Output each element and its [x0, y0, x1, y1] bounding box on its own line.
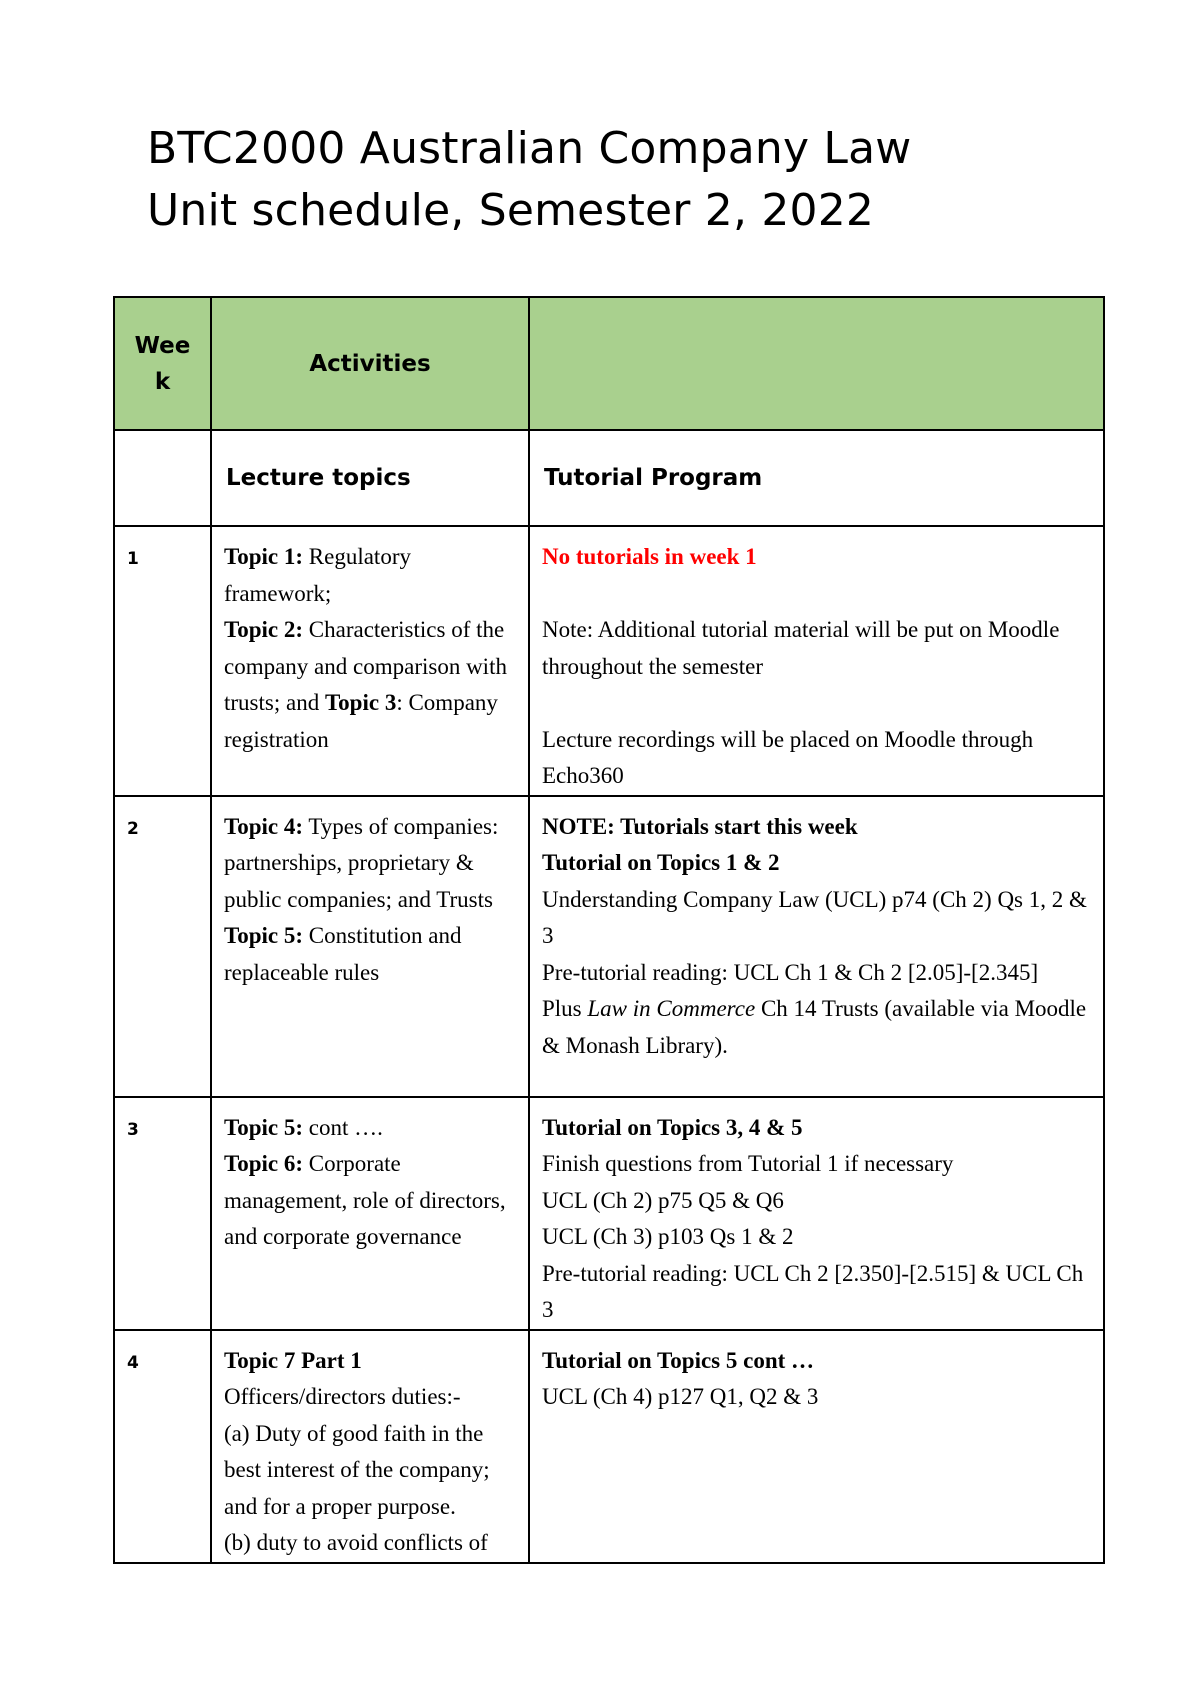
subheader-lecture-cell: [211, 430, 529, 526]
header-blank-cell: [529, 297, 1104, 430]
topic-text: Regulatory framework;: [224, 544, 411, 606]
week-cell: [114, 796, 211, 1097]
subheader-tutorial-cell: [529, 430, 1104, 526]
recordings-note: Lecture recordings will be placed on Moodle through Echo360: [542, 726, 1034, 788]
topic-text: Corporate management, role of directors, and corporate governance: [224, 1151, 506, 1249]
tutorial-cell: [529, 526, 1104, 796]
topic-text: : Company registration: [224, 690, 498, 752]
week-number: 4: [127, 1352, 139, 1373]
tutorial-line: Understanding Company Law (UCL) p74 (Ch 2) Qs 1, 2 & 3: [542, 886, 1087, 948]
topic-label: Topic 2:: [224, 617, 304, 642]
topic-text: (a) Duty of good faith in the best interest of the company; and for a proper purpose.: [224, 1420, 490, 1519]
topic-text: Types of companies: partnerships, proprietary & public companies; and Trusts: [224, 813, 499, 912]
lecture-cell: [211, 526, 529, 796]
tutorial-heading: Tutorial on Topics 1 & 2: [542, 850, 780, 875]
week-cell: [114, 1097, 211, 1330]
table-row: [114, 1330, 1104, 1563]
document-title: [147, 118, 911, 242]
lecture-cell: [211, 1330, 529, 1563]
tutorial-line: UCL (Ch 2) p75 Q5 & Q6: [542, 1187, 784, 1213]
tutorial-heading: Tutorial on Topics 3, 4 & 5: [542, 1114, 803, 1140]
tutorial-cell: [529, 1097, 1104, 1330]
week-number: 1: [127, 549, 139, 569]
tutorial-note-bold: NOTE: Tutorials start this week: [542, 813, 858, 839]
tutorial-note: Note: Additional tutorial material will be put on Moodle throughout the semester: [542, 617, 1060, 679]
topic-text: Constitution and replaceable rules: [224, 923, 462, 985]
table-header-row: [114, 297, 1104, 430]
topic-label: Topic 6:: [224, 1151, 304, 1176]
header-week: Week: [134, 332, 191, 395]
tutorial-heading: Tutorial on Topics 5 cont …: [542, 1347, 815, 1373]
tutorial-line: UCL (Ch 4) p127 Q1, Q2 & 3: [542, 1384, 819, 1409]
topic-label: Topic 1:: [224, 544, 304, 569]
topic-text: Officers/directors duties:-: [224, 1384, 461, 1409]
lecture-cell: [211, 796, 529, 1097]
topic-text: (b) duty to avoid conflicts of: [224, 1530, 488, 1555]
topic-label: Topic 7 Part 1: [224, 1347, 362, 1373]
tutorial-line: Ch 14 Trusts (available via Moodle & Monash Library).: [542, 996, 1087, 1058]
tutorial-line: Pre-tutorial reading: UCL Ch 1 & Ch 2 [2.05]-[2.345]: [542, 959, 1039, 985]
lecture-cell: [211, 1097, 529, 1330]
tutorial-cell: [529, 796, 1104, 1097]
subheader-empty-cell: [114, 430, 211, 526]
topic-label: Topic 3: [324, 690, 397, 715]
subheader-tutorial: Tutorial Program: [544, 465, 763, 491]
topic-label: Topic 5:: [224, 923, 304, 948]
week-cell: [114, 526, 211, 796]
book-title: Law in Commerce: [587, 996, 756, 1021]
subheader-lecture: Lecture topics: [226, 465, 411, 491]
topic-text: Characteristics of the company and comparison with trusts; and: [224, 617, 507, 715]
no-tutorials-notice: No tutorials in week 1: [542, 544, 757, 569]
table-subheader-row: [114, 430, 1104, 526]
header-week-cell: [114, 297, 211, 430]
week-number: 3: [127, 1119, 139, 1140]
topic-label: Topic 4:: [224, 813, 304, 839]
table-row: [114, 1097, 1104, 1330]
tutorial-line: Finish questions from Tutorial 1 if necessary: [542, 1151, 954, 1176]
tutorial-line: UCL (Ch 3) p103 Qs 1 & 2: [542, 1224, 794, 1249]
week-cell: [114, 1330, 211, 1563]
table-row: [114, 526, 1104, 796]
week-number: 2: [127, 818, 139, 839]
header-activities: Activities: [309, 350, 431, 377]
table-row: [114, 796, 1104, 1097]
topic-label: Topic 5:: [224, 1114, 304, 1140]
topic-text: cont ….: [303, 1114, 383, 1140]
title-line-1: BTC2000 Australian Company Law: [147, 123, 912, 174]
tutorial-line: Pre-tutorial reading: UCL Ch 2 [2.350]-[2.515] & UCL Ch 3: [542, 1260, 1084, 1322]
tutorial-cell: [529, 1330, 1104, 1563]
tutorial-line-plus: Plus: [542, 996, 588, 1021]
header-activities-cell: [211, 297, 529, 430]
title-line-2: Unit schedule, Semester 2, 2022: [147, 185, 875, 236]
schedule-table: [113, 296, 1105, 1564]
